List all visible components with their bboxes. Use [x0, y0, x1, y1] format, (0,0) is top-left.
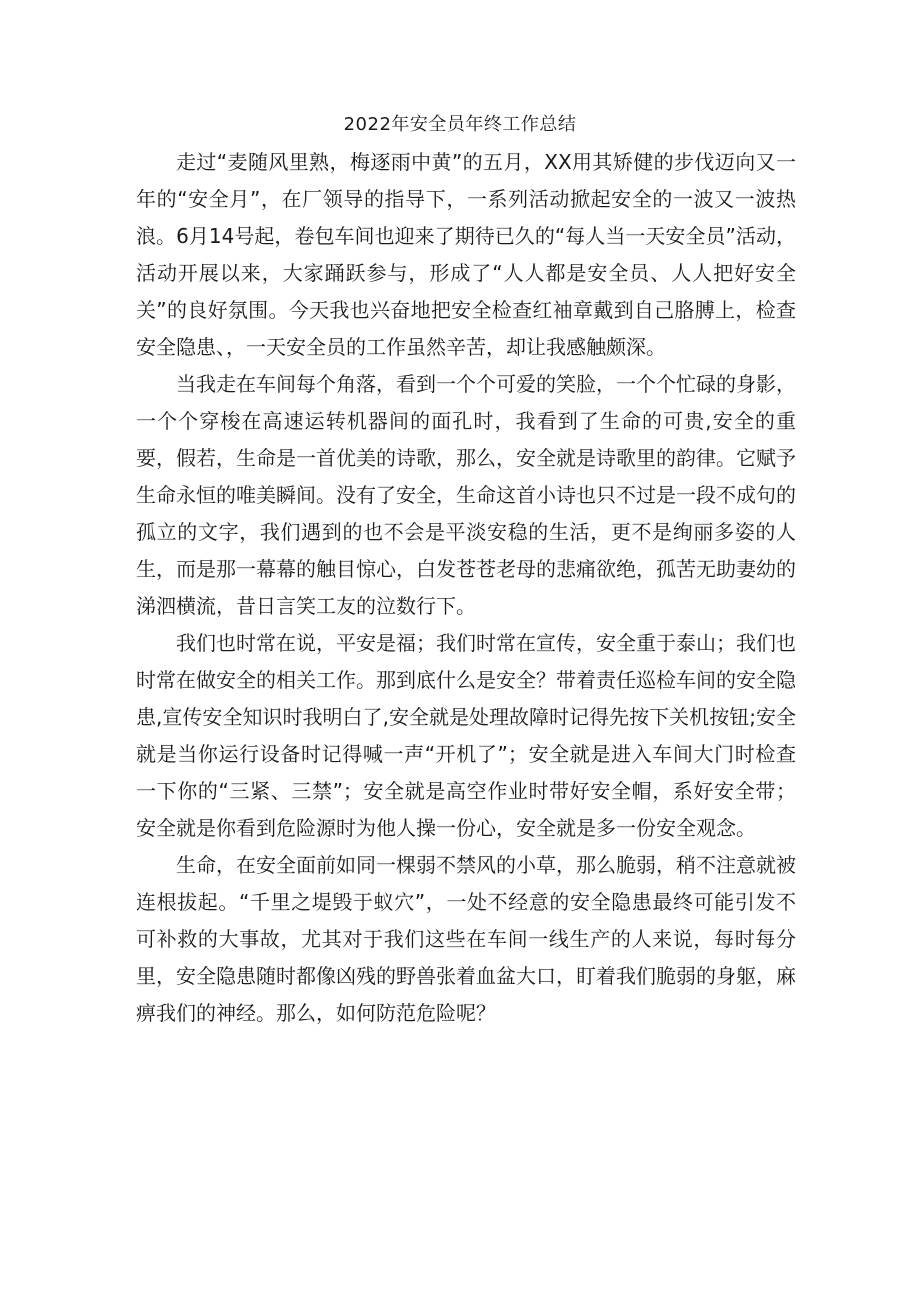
- document-body: [136, 144, 796, 1032]
- paragraph-1: 走过“麦随风里熟，梅逐雨中黄”的五月，XX用其矫健的步伐迈向又一年的“安全月”，在厂领导的指导下，一系列活动掀起安全的一波又一波热浪。6月14号起，卷包车间也迎来了期待已久的“每人当一天安全员”活动，活动开展以来，大家踊跃参与，形成了“人人都是安全员、人人把好安全关”的良好氛围。今天我也兴奋地把安全检查红袖章戴到自己胳膊上，检查安全隐患、，一天安全员的工作虽然辛苦，却让我感触颇深。: [136, 150, 796, 359]
- document-title: 2022年安全员年终工作总结: [343, 114, 577, 135]
- paragraph-4: 生命，在安全面前如同一棵弱不禁风的小草，那么脆弱，稍不注意就被连根拔起。“千里之堤毁于蚁穴”，一处不经意的安全隐患最终可能引发不可补救的大事故，尤其对于我们这些在车间一线生产的人来说，每时每分里，安全隐患随时都像凶残的野兽张着血盆大口，盯着我们脆弱的身躯，麻痹我们的神经。那么，如何防范危险呢？: [136, 853, 796, 1025]
- paragraph-3: 我们也时常在说，平安是福；我们时常在宣传，安全重于泰山；我们也时常在做安全的相关工作。那到底什么是安全？带着责任巡检车间的安全隐患,宣传安全知识时我明白了,安全就是处理故障时记得先按下关机按钮;安全就是当你运行设备时记得喊一声“开机了”；安全就是进入车间大门时检查一下你的“三紧、三禁”；安全就是高空作业时带好安全帽，系好安全带；安全就是你看到危险源时为他人操一份心，安全就是多一份安全观念。: [136, 631, 796, 840]
- paragraph-2: 当我走在车间每个角落，看到一个个可爱的笑脸，一个个忙碌的身影，一个个穿梭在高速运转机器间的面孔时，我看到了生命的可贵,安全的重要，假若，生命是一首优美的诗歌，那么，安全就是诗歌里的韵律。它赋予生命永恒的唯美瞬间。没有了安全，生命这首小诗也只不过是一段不成句的孤立的文字，我们遇到的也不会是平淡安稳的生活，更不是绚丽多姿的人生，而是那一幕幕的触目惊心，白发苍苍老母的悲痛欲绝，孤苦无助妻幼的涕泗横流，昔日言笑工友的泣数行下。: [136, 372, 796, 618]
